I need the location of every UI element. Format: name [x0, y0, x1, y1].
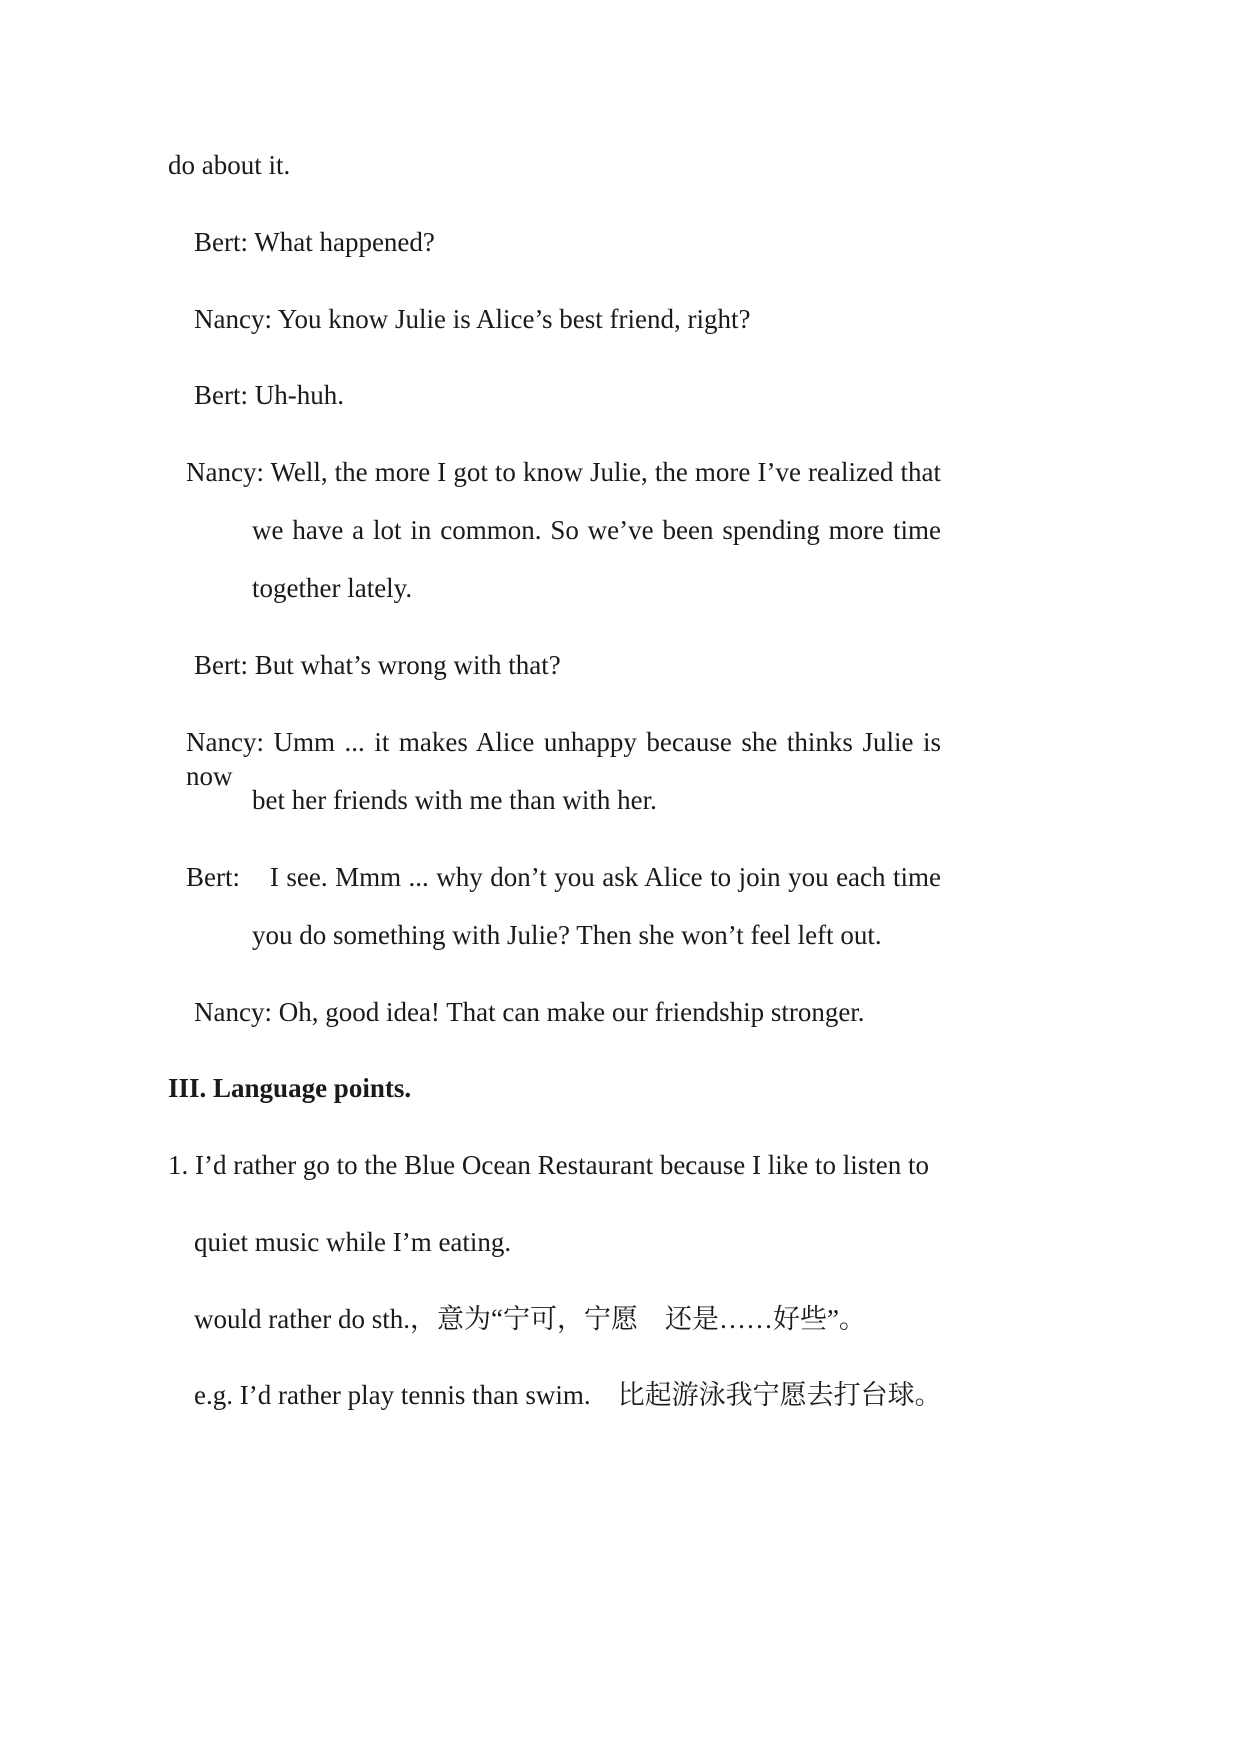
dialogue-line-continuation: together lately. — [252, 573, 413, 603]
dialogue-line-nancy: Nancy: Well, the more I got to know Julie, the more I’ve realized that — [186, 457, 941, 487]
text-line-continuation: do about it. — [168, 150, 291, 180]
numbered-point-continuation: quiet music while I’m eating. — [194, 1227, 512, 1257]
dialogue-line-continuation: you do something with Julie? Then she won’t feel left out. — [252, 920, 882, 950]
dialogue-line-nancy: Nancy: Oh, good idea! That can make our friendship stronger. — [194, 997, 865, 1027]
numbered-point: 1. I’d rather go to the Blue Ocean Restaurant because I like to listen to — [168, 1150, 929, 1180]
section-heading: III. Language points. — [168, 1073, 412, 1103]
dialogue-line-bert: Bert: But what’s wrong with that? — [194, 650, 561, 680]
dialogue-line-bert: Bert: I see. Mmm ... why don’t you ask Alice to join you each time — [186, 862, 941, 892]
dialogue-line-continuation: we have a lot in common. So we’ve been spending more time — [252, 515, 941, 545]
dialogue-line-bert: Bert: Uh-huh. — [194, 380, 344, 410]
example-line: e.g. I’d rather play tennis than swim. 比起游泳我宁愿去打台球。 — [194, 1380, 942, 1410]
dialogue-line-nancy: Nancy: You know Julie is Alice’s best friend, right? — [194, 304, 751, 334]
dialogue-line-nancy: Nancy: Umm ... it makes Alice unhappy because she thinks Julie is now — [186, 727, 941, 791]
explanation-line: would rather do sth.，意为“宁可，宁愿 还是……好些”。 — [194, 1304, 866, 1334]
dialogue-line-continuation: bet her friends with me than with her. — [252, 785, 657, 815]
dialogue-line-bert: Bert: What happened? — [194, 227, 435, 257]
